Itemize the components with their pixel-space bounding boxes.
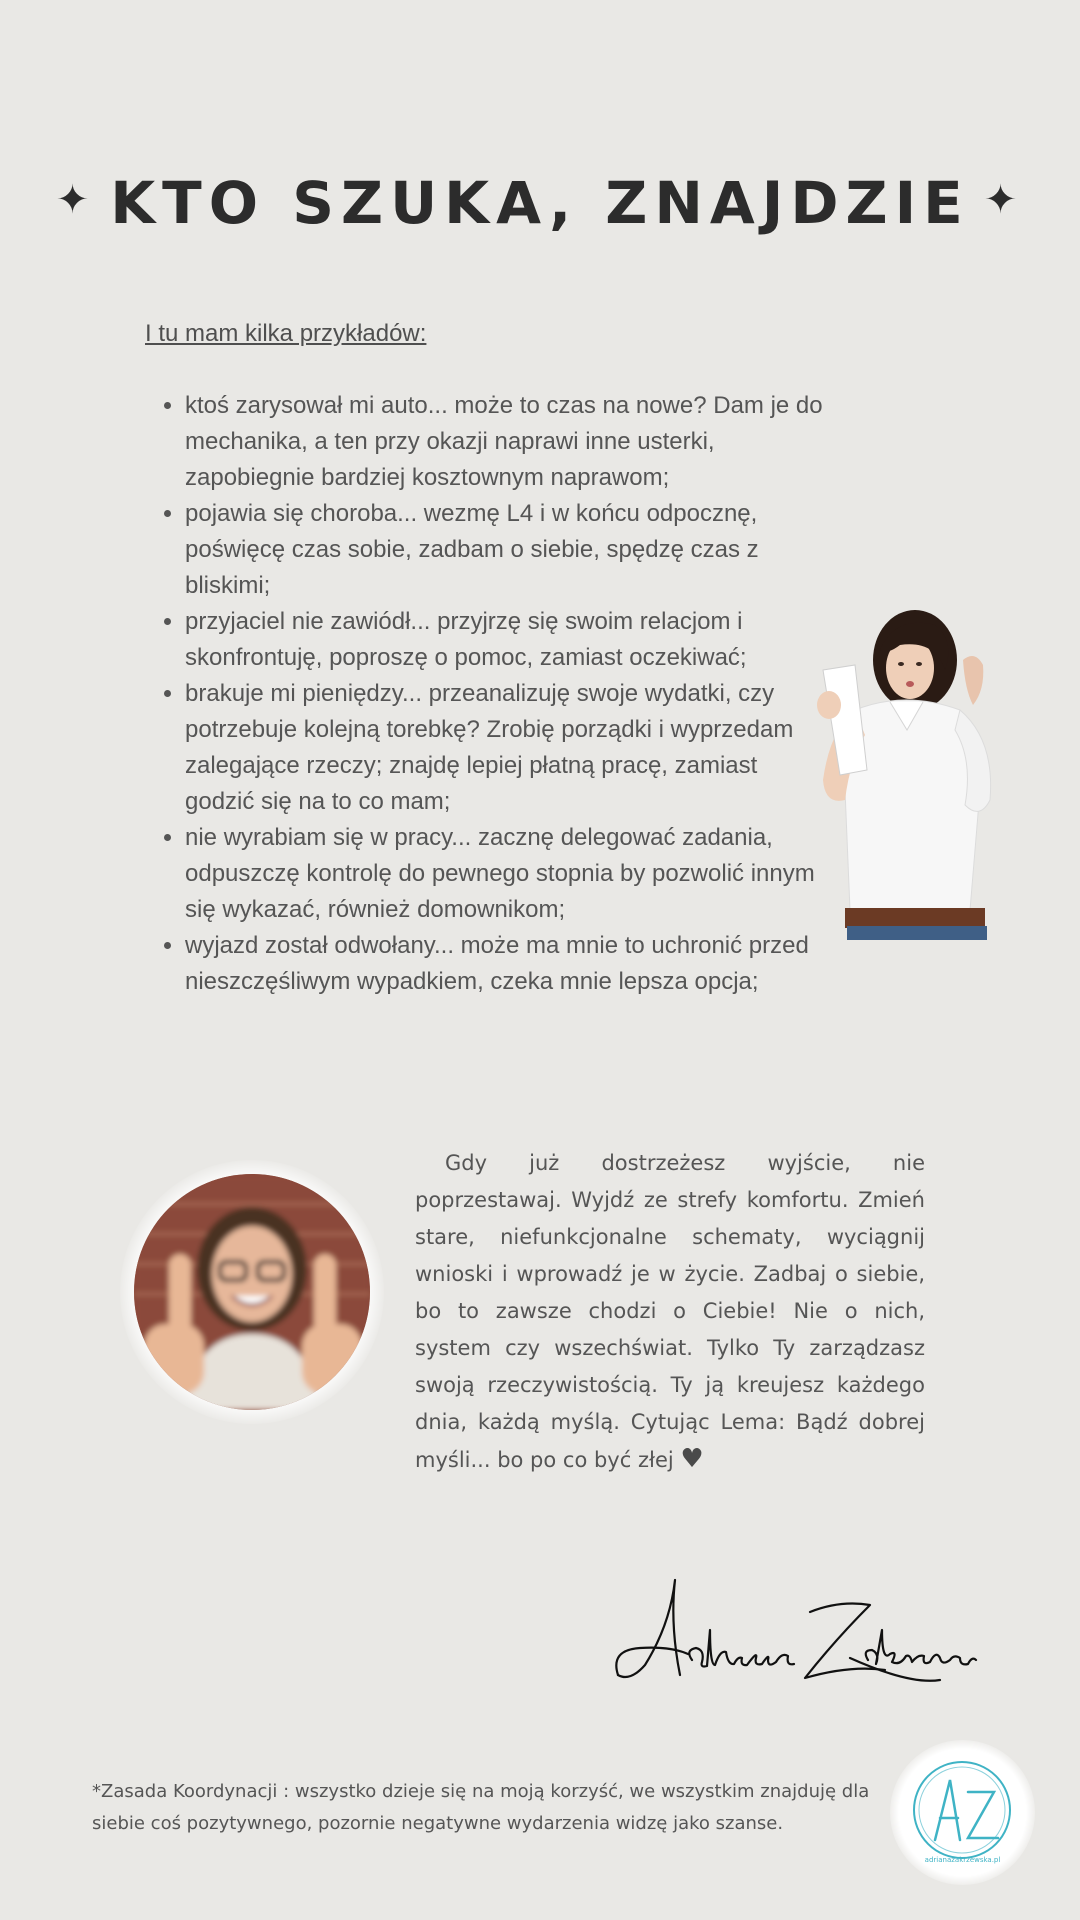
quote-text: Gdy już dostrzeżesz wyjście, nie poprzestawaj. Wyjdź ze strefy komfortu. Zmień stare, niefunkcjonalne schematy, wyciągnij wnioski i wprowadź je w życie. Zadbaj o siebie, bo to zawsze chodzi o Ciebie! Nie o nich, system czy wszechświat. Tylko Ty zarządzasz swoją rzeczywistością. Ty ją kreujesz każdego dnia, każdą myślą. Cytując Lema: Bądź dobrej myśli... bo po co być złej	[415, 1151, 925, 1472]
footnote: *Zasada Koordynacji : wszystko dzieje się na moją korzyść, we wszystkim znajduję dla siebie coś pozytywnego, pozornie negatywne wydarzenia widzę jako szanse.	[92, 1781, 870, 1834]
examples-list	[145, 388, 825, 1000]
woman-reading-receipt-image	[795, 590, 1010, 940]
list-item: • pojawia się choroba... wezmę L4 i w końcu odpocznę, poświęcę czas sobie, zadbam o siebie, spędzę czas z bliskimi;	[185, 496, 825, 604]
thumbs-up-photo	[134, 1174, 370, 1410]
handwritten-signature	[610, 1570, 980, 1690]
title-text: KTO SZUKA, ZNAJDZIE	[110, 168, 970, 237]
thumbs-up-photo-frame	[120, 1160, 384, 1424]
page-title	[0, 169, 1080, 237]
logo-caption: adrianazakrzewska.pl	[924, 1856, 1001, 1864]
list-item: • przyjaciel nie zawiódł... przyjrzę się swoim relacjom i skonfrontuję, poproszę o pomoc, zamiast oczekiwać;	[185, 604, 825, 676]
heart-icon: ♥	[680, 1444, 704, 1474]
list-item: • ktoś zarysował mi auto... może to czas na nowe? Dam je do mechanika, a ten przy okazji naprawi inne usterki, zapobiegnie bardziej kosztownym naprawom;	[185, 388, 825, 496]
list-item: • nie wyrabiam się w pracy... zacznę delegować zadania, odpuszczę kontrolę do pewnego stopnia by pozwolić innym się wykazać, również domownikom;	[185, 820, 825, 928]
thumbs-up-image	[134, 1174, 370, 1410]
star-icon: ✦	[55, 176, 97, 223]
star-icon: ✦	[983, 176, 1025, 223]
brand-logo	[890, 1740, 1035, 1885]
list-item: • brakuje mi pieniędzy... przeanalizuję swoje wydatki, czy potrzebuje kolejną torebkę? Zrobię porządki i wyprzedam zalegające rzeczy; znajdę lepiej płatną pracę, zamiast godzić się na to co mam;	[185, 676, 825, 820]
list-item: • wyjazd został odwołany... może ma mnie to uchronić przed nieszczęśliwym wypadkiem, czeka mnie lepsza opcja;	[185, 928, 825, 1000]
quote-paragraph	[415, 1145, 925, 1479]
intro-heading: I tu mam kilka przykładów:	[145, 320, 427, 347]
